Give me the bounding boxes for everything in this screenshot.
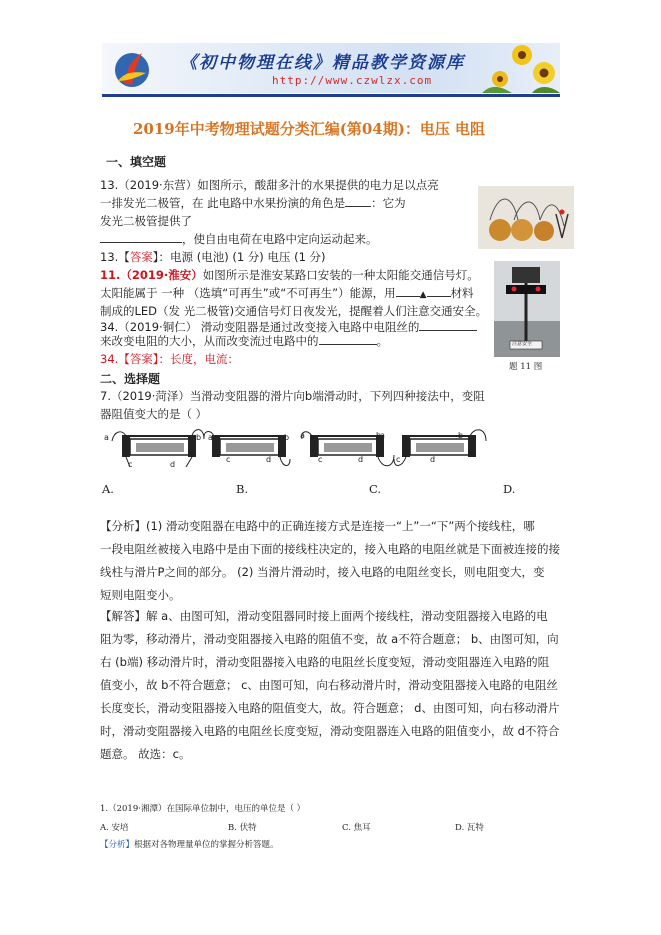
q11-blank-2	[427, 284, 451, 297]
site-url[interactable]: http://www.czwlzx.com	[272, 74, 433, 87]
header-banner	[102, 43, 560, 93]
page-title: 2019年中考物理试题分类汇编(第04期)：电压 电阻	[133, 120, 486, 138]
label-a-4: a	[380, 431, 385, 440]
rheostat-a-diagram	[112, 430, 204, 467]
q13-answer-text: 电源 (电池) (1 分) 电压 (1 分)	[170, 250, 326, 264]
q34-answer-prefix: 34.【	[100, 352, 130, 366]
label-d-1: d	[170, 460, 176, 469]
analysis-line: 线柱与滑片P之间的部分。 (2) 当滑片滑动时，接入电路的电阻丝变长，则电阻变大，变	[100, 565, 545, 579]
q1-analysis-tag: 【分析】	[100, 840, 135, 850]
q34-line1-text: 34.（2019·铜仁） 滑动变阻器是通过改变接入电路中电阻丝的	[100, 320, 420, 334]
rheostat-d-diagram	[394, 430, 486, 466]
q34-blank-1	[419, 318, 477, 331]
q11-triangle-mark: ▲	[419, 290, 427, 300]
q11-line2-text: 太阳能属于 一种 （选填“可再生”或“不可再生”）能源，用	[100, 286, 396, 300]
q13-line3: 发光二极管提供了	[100, 214, 192, 228]
solution-line: 长度变长，滑动变阻器接入电路的阻值变大，故。符合题意； d、由图可知，向右移动滑片	[100, 701, 560, 715]
section-heading-fill-blank: 一、填空题	[106, 155, 167, 169]
label-b-2: b	[284, 433, 290, 442]
label-c-2: c	[226, 455, 231, 464]
header-rule	[102, 94, 560, 97]
q1-analysis-text: 根据对各物理量单位的掌握分析答题。	[134, 840, 279, 850]
q34-line2	[100, 332, 388, 351]
label-c-3: c	[318, 455, 323, 464]
traffic-light-image	[494, 261, 560, 357]
label-a-1: a	[104, 433, 109, 442]
q7-option-c[interactable]: C.	[369, 482, 382, 496]
solution-line: 【解答】解 a、由图可知，滑动变阻器同时接上面两个接线柱，滑动变阻器接入电路的电	[100, 609, 548, 623]
sunflower-decoration-icon	[482, 45, 560, 93]
q13-answer	[100, 248, 326, 267]
q1-option-a[interactable]: A. 安培	[100, 823, 129, 833]
solution-paragraph	[100, 605, 559, 766]
q13-line1: 13.（2019·东营）如图所示，酸甜多汁的水果提供的电力足以点亮	[100, 178, 439, 192]
q7-line2: 器阻值变大的是（ ）	[100, 407, 208, 421]
analysis-line: 一段电阻丝被接入电路中是由下面的接线柱决定的，接入电路的电阻丝就是下面被连接的接	[100, 542, 560, 556]
rheostat-b-diagram	[204, 432, 290, 466]
label-a-2: a	[208, 433, 213, 442]
label-a-3: a	[300, 431, 305, 440]
q13-line4-text: ，使自由电荷在电路中定向运动起来。	[182, 232, 378, 246]
label-d-4: d	[430, 455, 436, 464]
q1-option-b[interactable]: B. 伏特	[228, 823, 257, 833]
q13-answer-prefix: 13.【	[100, 250, 130, 264]
q11-line1-text: 如图所示是淮安某路口安装的一种太阳能交通信号灯。	[202, 268, 479, 282]
solution-line: 值变小，故 b不符合题意； c、由图可知，向右移动滑片时，滑动变阻器接入电路的电阻丝	[100, 678, 558, 692]
fruit-battery-image	[478, 186, 574, 249]
label-b-3: b	[376, 431, 382, 440]
q11-line3: 制成的LED（发 光二极管)交通信号灯日夜发光，提醒着人们注意交通安全。	[100, 304, 488, 318]
q34-answer-text: 】：长度，电流：	[152, 352, 240, 366]
q11-line1	[100, 266, 479, 285]
solution-line: 时，滑动变阻器接入电路的电阻丝长度变短，滑动变阻器连入电路的阻值变小，故 d不符合	[100, 724, 560, 738]
analysis-line: 短则电阻变小。	[100, 588, 181, 602]
q11-source: 11.（2019·淮安）	[100, 268, 203, 282]
sign-text: 注意安全	[512, 341, 533, 347]
q13-blank-2	[100, 230, 182, 243]
solution-line: 右 (b端) 移动滑片时，滑动变阻器接入电路的电阻丝长度变短，滑动变阻器连入电路的阻	[100, 655, 550, 669]
label-c-1: c	[128, 460, 133, 469]
solution-line: 题意。 故选：c。	[100, 747, 191, 761]
q7-option-d[interactable]: D.	[503, 482, 516, 496]
q1-line1: 1.（2019·湘潭）在国际单位制中，电压的单位是（ ）	[100, 804, 306, 814]
q1-option-c[interactable]: C. 焦耳	[342, 823, 371, 833]
label-d-2: d	[266, 455, 272, 464]
solution-line: 阻为零，移动滑片，滑动变阻器接入电路的阻值不变，故 a不符合题意； b、由图可知，向	[100, 632, 559, 646]
analysis-paragraph	[100, 515, 560, 607]
q11-line2-end: 材料	[450, 286, 474, 300]
label-d-3: d	[358, 455, 364, 464]
q13-line2-text: 一排发光二极管，在 此电路中水果扮演的角色是	[100, 196, 346, 210]
site-logo-icon	[115, 53, 149, 87]
analysis-line: 【分析】(1) 滑动变阻器在电路中的正确连接方式是连接一“上”一“下”两个接线柱，哪	[100, 519, 535, 533]
q34-answer-tag: 答案	[129, 352, 153, 366]
q1-analysis	[100, 838, 279, 852]
q7-option-a[interactable]: A.	[102, 482, 114, 496]
q13-line4	[100, 230, 378, 249]
q34-line2-text: 来改变电阻的大小，从而改变流过电路中的	[100, 334, 319, 348]
q34-answer	[100, 350, 239, 369]
site-title: 《初中物理在线》精品教学资源库	[180, 53, 465, 73]
q34-line2-end: 。	[376, 334, 388, 348]
q7-option-b[interactable]: B.	[236, 482, 249, 496]
label-c-4: c	[396, 455, 401, 464]
q1-option-d[interactable]: D. 瓦特	[455, 823, 484, 833]
section-heading-multiple-choice: 二、选择题	[100, 372, 161, 386]
q13-line2-end: ：它为	[371, 196, 406, 210]
label-b-1: b	[196, 433, 202, 442]
label-b-4: b	[458, 431, 464, 440]
q13-line2	[100, 194, 406, 213]
q13-answer-mid: 】：	[152, 250, 171, 264]
q34-blank-2	[319, 332, 377, 345]
q13-answer-tag: 答案	[129, 250, 153, 264]
q11-blank-1	[396, 284, 420, 297]
q13-blank-1	[345, 194, 371, 207]
q7-line1: 7.（2019·菏泽）当滑动变阻器的滑片向b端滑动时，下列四种接法中，变阻	[100, 389, 485, 403]
figure-caption-11: 题 11 图	[509, 362, 543, 372]
